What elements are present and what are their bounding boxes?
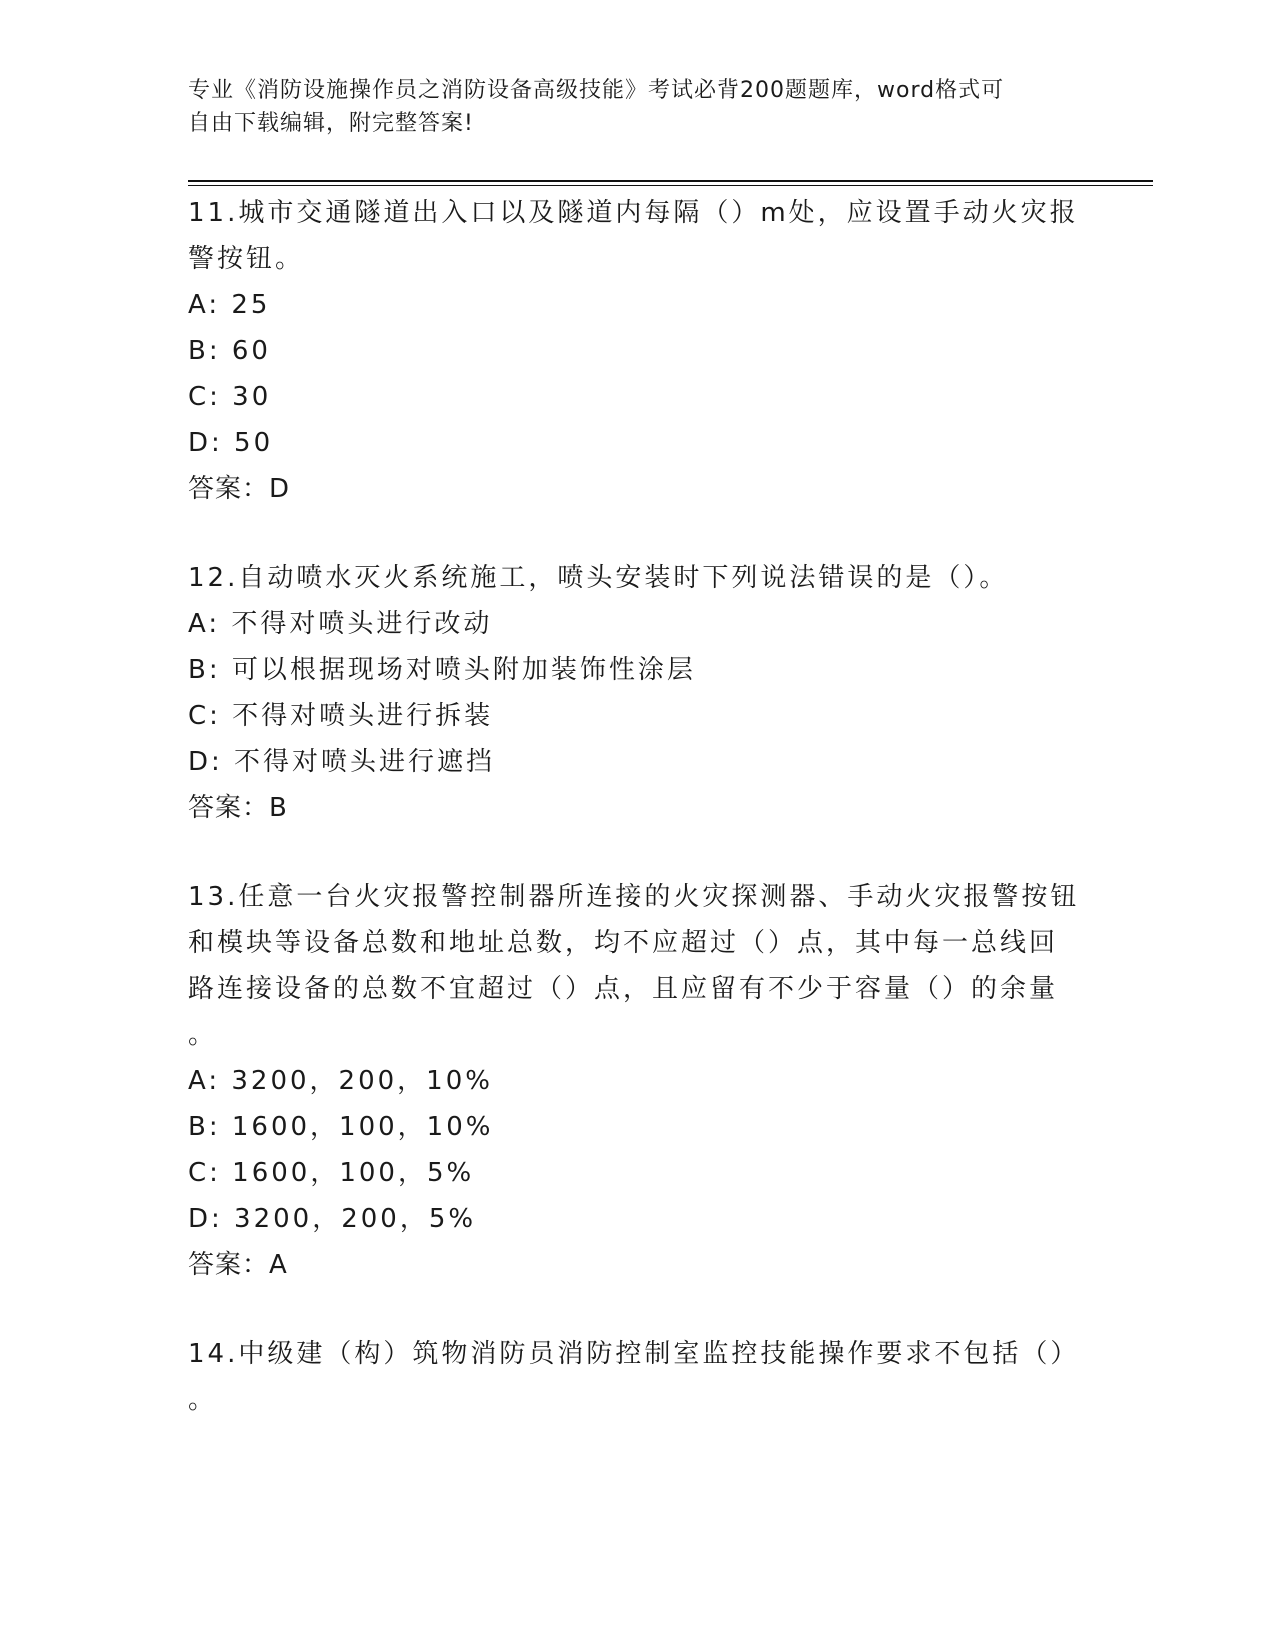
- header-divider-thin: [188, 185, 1153, 186]
- option-d: D: 不得对喷头进行遮挡: [188, 747, 496, 777]
- document-header: [188, 74, 1088, 140]
- option-d: D: 3200，200，5%: [188, 1204, 477, 1234]
- header-divider-thick: [188, 180, 1153, 182]
- question-stem-line: 和模块等设备总数和地址总数，均不应超过（）点，其中每一总线回: [188, 928, 1059, 958]
- option-a: A: 3200，200，10%: [188, 1066, 493, 1096]
- question-12: [188, 555, 1088, 831]
- question-stem-line: 。: [188, 1020, 218, 1050]
- answer-line: 答案：B: [188, 793, 288, 823]
- header-line-1: 专业《消防设施操作员之消防设备高级技能》考试必背200题题库，word格式可: [188, 78, 1005, 103]
- option-b: B: 1600，100，10%: [188, 1112, 494, 1142]
- answer-line: 答案：D: [188, 474, 291, 504]
- header-line-2: 自由下载编辑，附完整答案!: [188, 111, 474, 136]
- option-c: C: 1600，100，5%: [188, 1158, 475, 1188]
- question-stem-line: 13.任意一台火灾报警控制器所连接的火灾探测器、手动火灾报警按钮: [188, 882, 1080, 912]
- question-stem-line: 路连接设备的总数不宜超过（）点，且应留有不少于容量（）的余量: [188, 974, 1059, 1004]
- question-stem-line: 。: [188, 1385, 218, 1415]
- question-stem-line: 12.自动喷水灭火系统施工，喷头安装时下列说法错误的是（）。: [188, 563, 1009, 593]
- question-13: [188, 874, 1088, 1288]
- option-c: C: 不得对喷头进行拆装: [188, 701, 494, 731]
- option-d: D: 50: [188, 428, 274, 458]
- option-c: C: 30: [188, 382, 272, 412]
- option-b: B: 60: [188, 336, 271, 366]
- option-a: A: 25: [188, 290, 271, 320]
- option-a: A: 不得对喷头进行改动: [188, 609, 493, 639]
- question-list: [188, 190, 1088, 1466]
- answer-line: 答案：A: [188, 1250, 288, 1280]
- question-stem-line: 警按钮。: [188, 244, 305, 274]
- question-11: [188, 190, 1088, 512]
- question-stem-line: 14.中级建（构）筑物消防员消防控制室监控技能操作要求不包括（）: [188, 1339, 1080, 1369]
- question-14: [188, 1331, 1088, 1423]
- question-stem-line: 11.城市交通隧道出入口以及隧道内每隔（）m处，应设置手动火灾报: [188, 198, 1079, 228]
- option-b: B: 可以根据现场对喷头附加装饰性涂层: [188, 655, 696, 685]
